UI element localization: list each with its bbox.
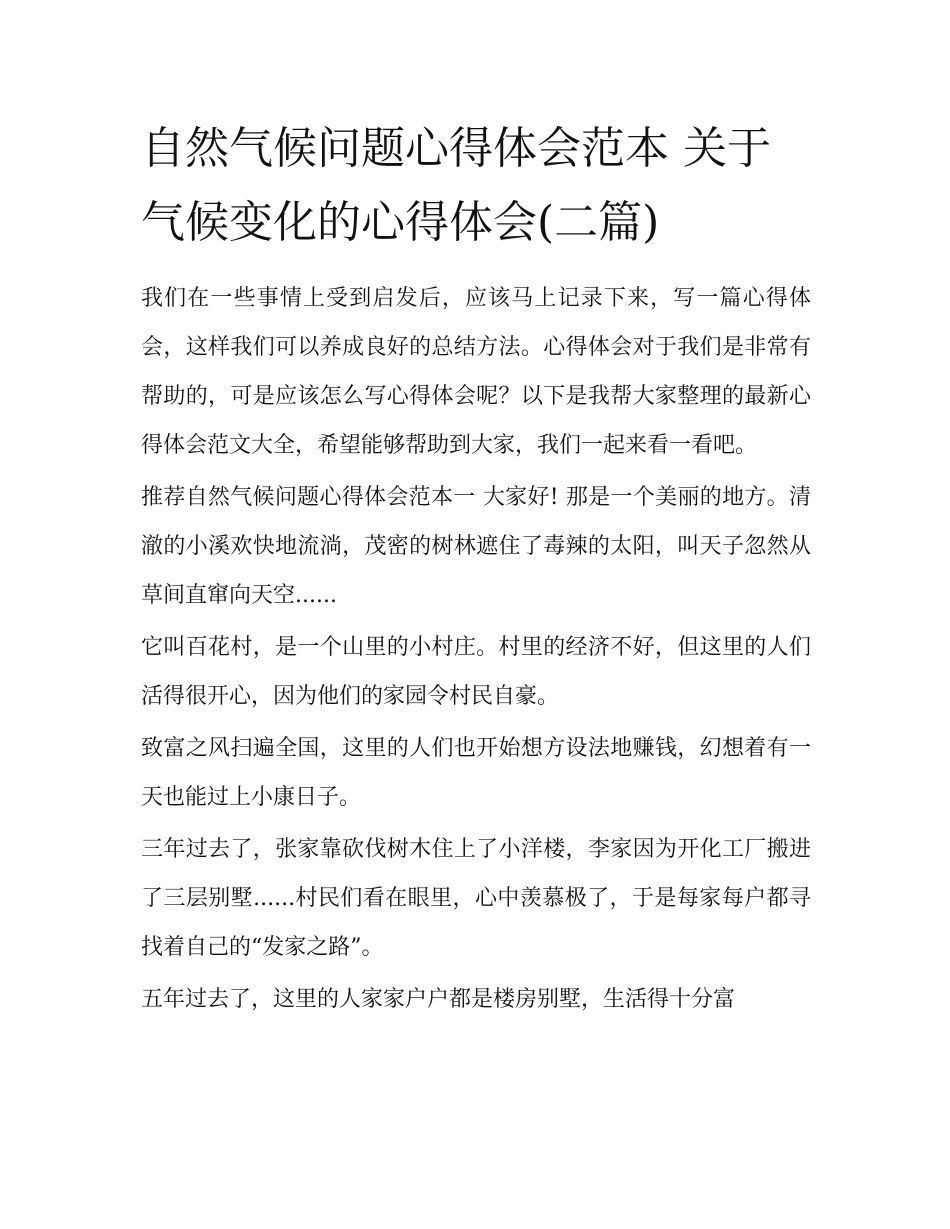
document-body bbox=[141, 112, 811, 1027]
paragraph-intro: 我们在一些事情上受到启发后，应该马上记录下来，写一篇心得体会，这样我们可以养成良好的总结方法。心得体会对于我们是非常有帮助的，可是应该怎么写心得体会呢？以下是我帮大家整理的最新心得体会范文大全，希望能够帮助到大家，我们一起来看一看吧。 bbox=[141, 286, 811, 458]
paragraph-4: 三年过去了，张家靠砍伐树木住上了小洋楼，李家因为开化工厂搬进了三层别墅......村民们看在眼里，心中羡慕极了，于是每家每户都寻找着自己的“发家之路”。 bbox=[141, 837, 811, 960]
paragraph-2: 它叫百花村，是一个山里的小村庄。村里的经济不好，但这里的人们活得很开心，因为他们的家园令村民自豪。 bbox=[141, 635, 811, 709]
paragraph-3: 致富之风扫遍全国，这里的人们也开始想方设法地赚钱，幻想着有一天也能过上小康日子。 bbox=[141, 736, 811, 810]
paragraph-5: 五年过去了，这里的人家家户户都是楼房别墅，生活得十分富 bbox=[141, 987, 736, 1012]
document-title: 自然气候问题心得体会范本 关于气候变化的心得体会(二篇) bbox=[141, 123, 771, 248]
paragraph-1: 推荐自然气候问题心得体会范本一 大家好! 那是一个美丽的地方。清澈的小溪欢快地流淌，茂密的树林遮住了毒辣的太阳，叫天子忽然从草间直窜向天空...... bbox=[141, 485, 811, 608]
